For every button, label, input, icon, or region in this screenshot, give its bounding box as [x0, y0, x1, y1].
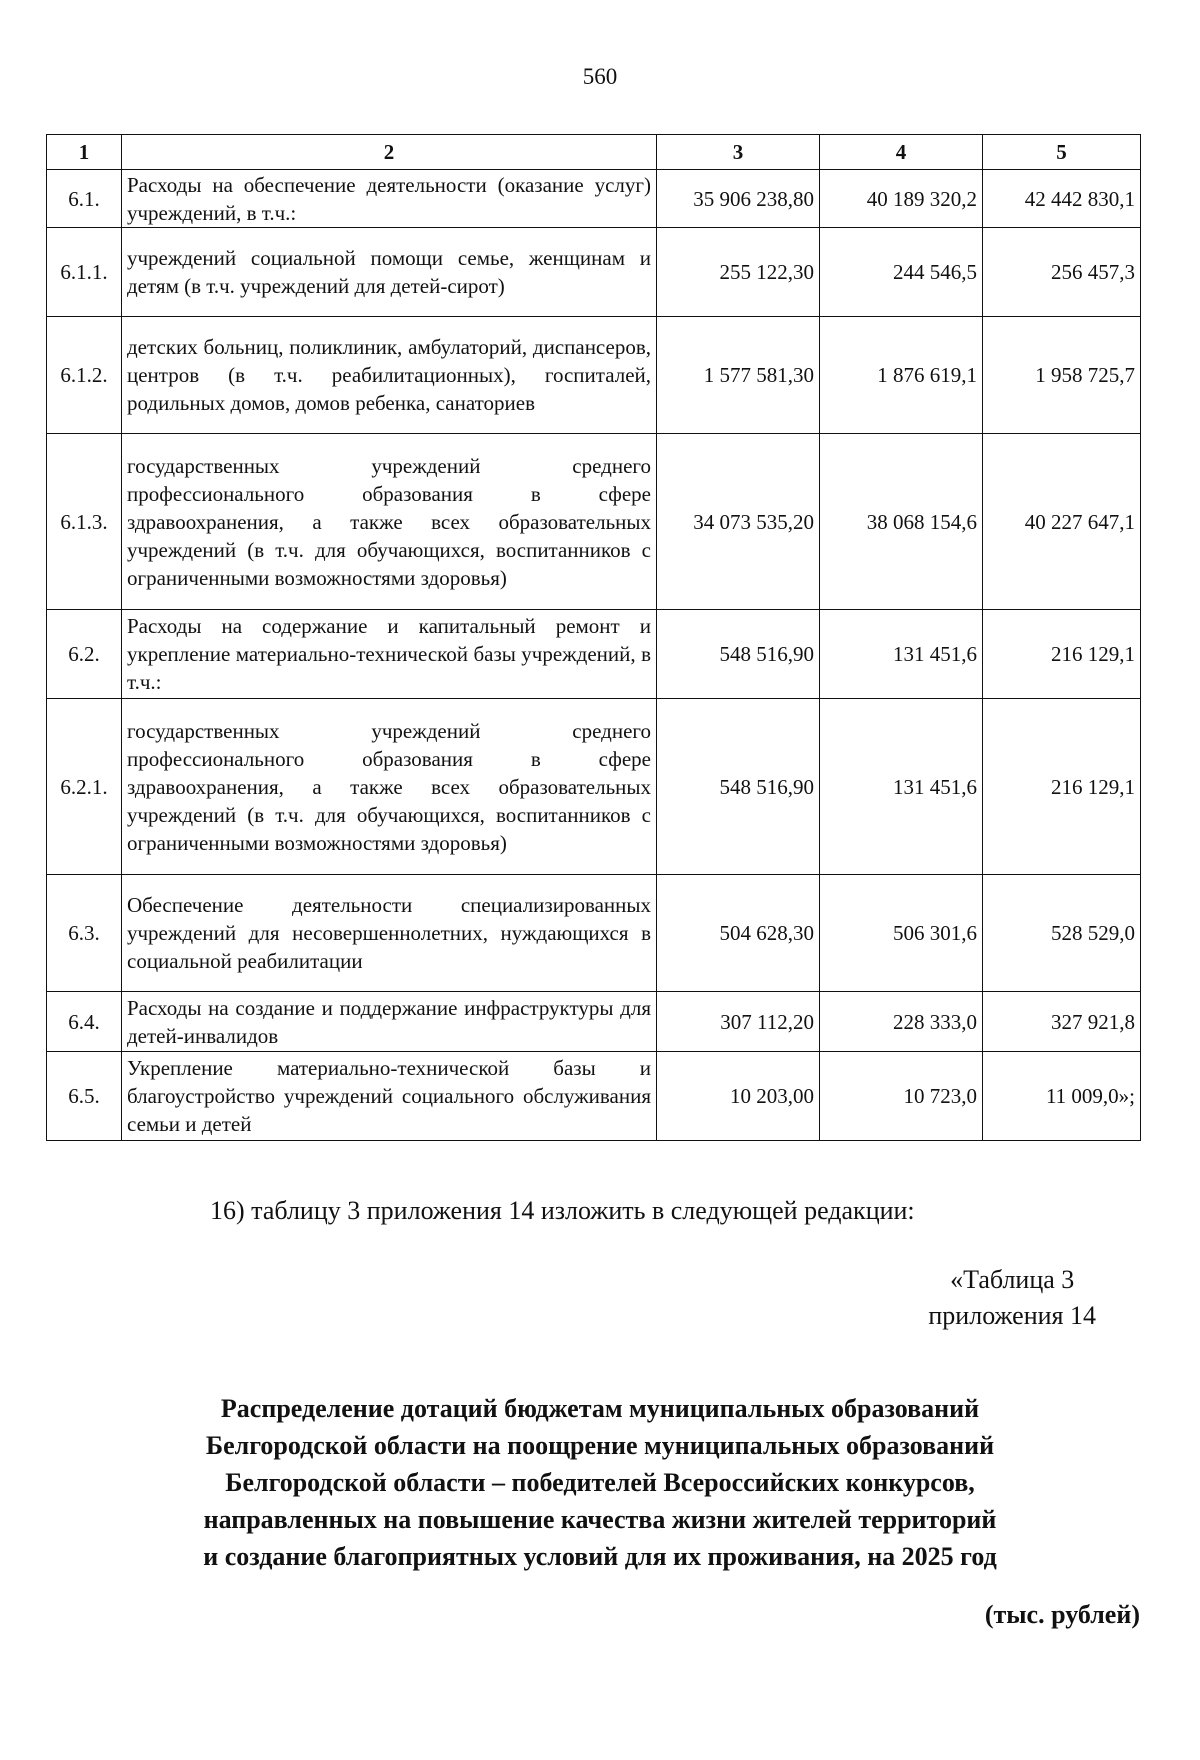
- row-value-col5: 216 129,1: [983, 699, 1141, 875]
- row-value-col5: 528 529,0: [983, 875, 1141, 992]
- expenditure-table: [46, 134, 1141, 1141]
- table-reference: [928, 1262, 1096, 1334]
- row-value-col3: 1 577 581,30: [657, 317, 820, 434]
- row-description: государственных учреждений среднего профессионального образования в сфере здравоохранения, а также всех образовательных учреждений (в т.ч. для обучающихся, воспитанников с ограниченными возможностями здоровья): [122, 699, 657, 875]
- row-description: Обеспечение деятельности специализированных учреждений для несовершеннолетних, нуждающихся в социальной реабилитации: [122, 875, 657, 992]
- table-row: [47, 1052, 1141, 1141]
- row-value-col5: 11 009,0»;: [983, 1052, 1141, 1141]
- row-value-col3: 10 203,00: [657, 1052, 820, 1141]
- column-header-3: 3: [657, 135, 820, 170]
- table-row: [47, 699, 1141, 875]
- row-value-col3: 504 628,30: [657, 875, 820, 992]
- row-value-col5: 42 442 830,1: [983, 170, 1141, 228]
- heading-line: Белгородской области – победителей Всероссийских конкурсов,: [225, 1468, 975, 1497]
- units-label: (тыс. рублей): [984, 1600, 1140, 1629]
- table-heading: [100, 1390, 1100, 1575]
- row-value-col4: 244 546,5: [820, 228, 983, 317]
- table-header-row: [47, 135, 1141, 170]
- row-code: 6.3.: [47, 875, 122, 992]
- row-value-col4: 38 068 154,6: [820, 434, 983, 610]
- row-description: Расходы на создание и поддержание инфраструктуры для детей-инвалидов: [122, 992, 657, 1052]
- heading-line: направленных на повышение качества жизни жителей территорий: [203, 1505, 997, 1534]
- row-description: Укрепление материально-технической базы и благоустройство учреждений социального обслуживания семьи и детей: [122, 1052, 657, 1141]
- row-description: Расходы на содержание и капитальный ремонт и укрепление материально-технической базы учреждений, в т.ч.:: [122, 610, 657, 699]
- table-row: [47, 228, 1141, 317]
- table-row: [47, 875, 1141, 992]
- page-number: 560: [582, 64, 618, 89]
- row-value-col4: 131 451,6: [820, 610, 983, 699]
- row-description: Расходы на обеспечение деятельности (оказание услуг) учреждений, в т.ч.:: [122, 170, 657, 228]
- row-value-col4: 10 723,0: [820, 1052, 983, 1141]
- heading-line: и создание благоприятных условий для их проживания, на 2025 год: [203, 1542, 997, 1571]
- row-value-col4: 228 333,0: [820, 992, 983, 1052]
- row-value-col4: 506 301,6: [820, 875, 983, 992]
- row-value-col4: 131 451,6: [820, 699, 983, 875]
- column-header-2: 2: [122, 135, 657, 170]
- heading-line: Распределение дотаций бюджетам муниципальных образований: [220, 1394, 980, 1423]
- table-row: [47, 610, 1141, 699]
- row-code: 6.5.: [47, 1052, 122, 1141]
- row-description: учреждений социальной помощи семье, женщинам и детям (в т.ч. учреждений для детей-сирот): [122, 228, 657, 317]
- amendment-instruction: 16) таблицу 3 приложения 14 изложить в следующей редакции:: [210, 1196, 915, 1225]
- column-header-4: 4: [820, 135, 983, 170]
- row-code: 6.2.1.: [47, 699, 122, 875]
- row-value-col3: 548 516,90: [657, 699, 820, 875]
- row-description: государственных учреждений среднего профессионального образования в сфере здравоохранения, а также всех образовательных учреждений (в т.ч. для обучающихся, воспитанников с ограниченными возможностями здоровья): [122, 434, 657, 610]
- row-description: детских больниц, поликлиник, амбулаторий, диспансеров, центров (в т.ч. реабилитационных), госпиталей, родильных домов, домов ребенка, санаториев: [122, 317, 657, 434]
- heading-line: Белгородской области на поощрение муниципальных образований: [205, 1431, 995, 1460]
- row-code: 6.4.: [47, 992, 122, 1052]
- row-value-col5: 256 457,3: [983, 228, 1141, 317]
- row-value-col5: 40 227 647,1: [983, 434, 1141, 610]
- row-value-col3: 548 516,90: [657, 610, 820, 699]
- row-value-col4: 1 876 619,1: [820, 317, 983, 434]
- row-value-col3: 34 073 535,20: [657, 434, 820, 610]
- table-row: [47, 992, 1141, 1052]
- row-code: 6.2.: [47, 610, 122, 699]
- table-row: [47, 434, 1141, 610]
- row-code: 6.1.3.: [47, 434, 122, 610]
- row-value-col5: 216 129,1: [983, 610, 1141, 699]
- row-value-col5: 1 958 725,7: [983, 317, 1141, 434]
- row-code: 6.1.1.: [47, 228, 122, 317]
- table-reference-line: «Таблица 3: [950, 1265, 1075, 1294]
- row-code: 6.1.: [47, 170, 122, 228]
- row-value-col3: 255 122,30: [657, 228, 820, 317]
- table-reference-line: приложения 14: [928, 1301, 1096, 1330]
- column-header-5: 5: [983, 135, 1141, 170]
- row-value-col3: 307 112,20: [657, 992, 820, 1052]
- row-value-col5: 327 921,8: [983, 992, 1141, 1052]
- row-value-col3: 35 906 238,80: [657, 170, 820, 228]
- row-value-col4: 40 189 320,2: [820, 170, 983, 228]
- column-header-1: 1: [47, 135, 122, 170]
- row-code: 6.1.2.: [47, 317, 122, 434]
- table-row: [47, 170, 1141, 228]
- table-row: [47, 317, 1141, 434]
